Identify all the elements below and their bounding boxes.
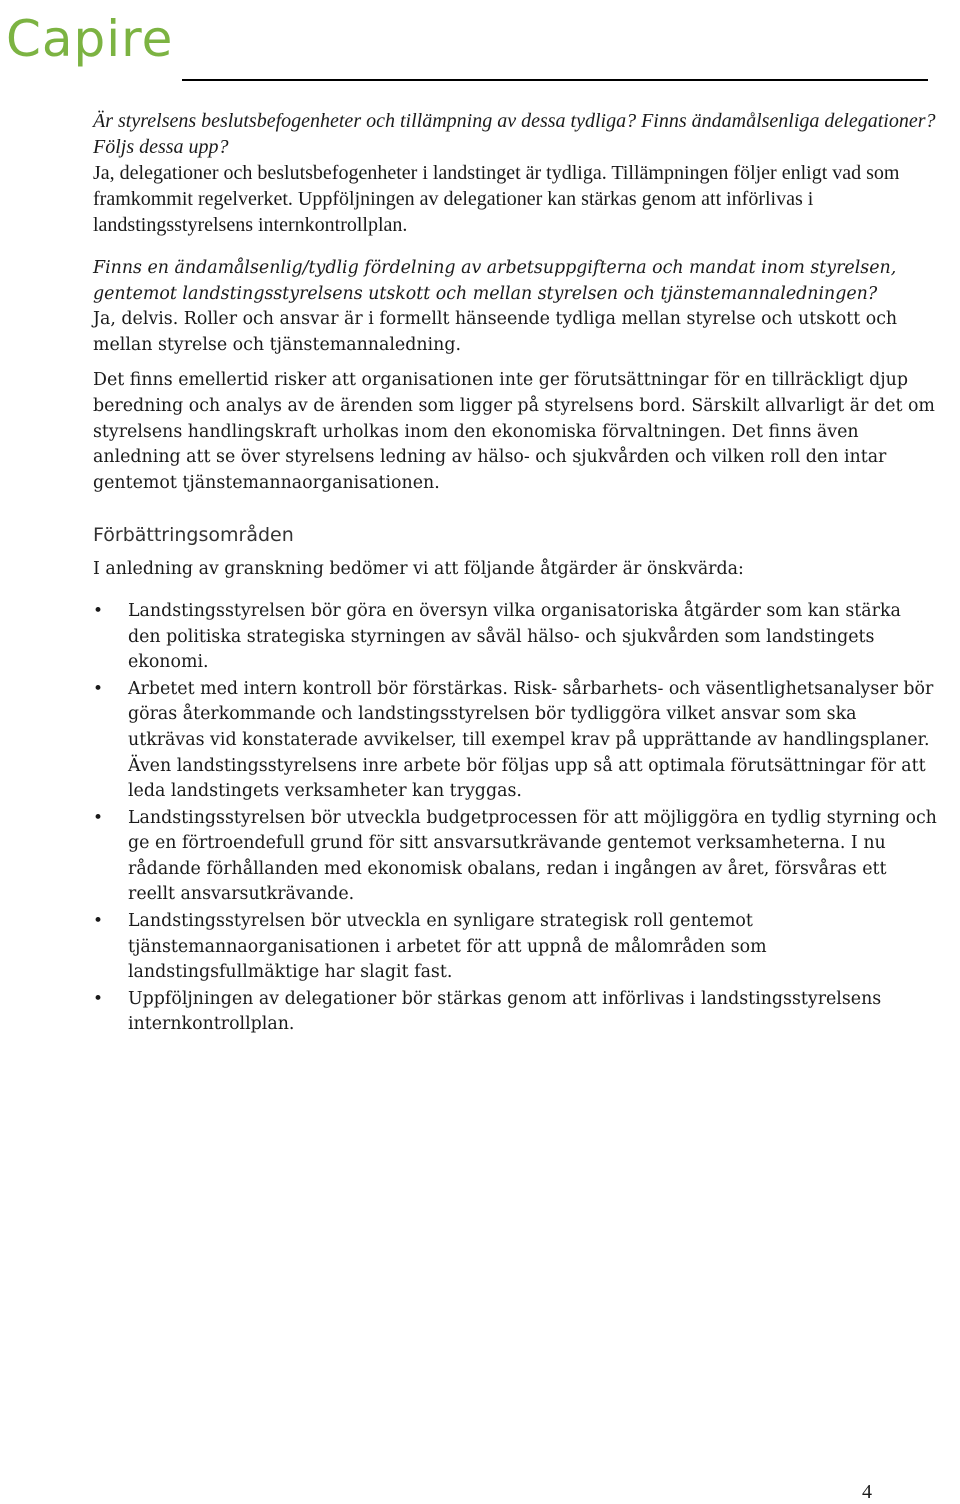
document-body — [93, 108, 938, 1039]
answer-division-of-tasks: Ja, delvis. Roller och ansvar är i formellt hänseende tydliga mellan styrelse och utskott och mellan styrelse och tjänstemannaledning. — [93, 309, 898, 355]
bullet-icon: • — [93, 911, 104, 932]
list-item — [93, 599, 938, 676]
bullet-icon: • — [93, 807, 104, 828]
list-item-text: Landstingsstyrelsen bör göra en översyn vilka organisatoriska åtgärder som kan stärka den politiska strategiska styrningen av såväl hälso- och sjukvården som landstingets ekonomi. — [128, 600, 901, 673]
list-item-text: Landstingsstyrelsen bör utveckla en synligare strategisk roll gentemot tjänstemannaorganisationen i arbetet för att uppnå de målområden som landstingsfullmäktige har slagit fast. — [128, 911, 767, 983]
bullet-icon: • — [93, 988, 104, 1009]
answer-delegations: Ja, delegationer och beslutsbefogenheter i landstinget är tydliga. Tillämpningen följer enligt vad som framkommit regelverket. Uppföljningen av delegationer kan stärkas genom att införlivas i landstingsstyrelsens internkontrollplan. — [93, 162, 900, 236]
section-heading-improvements: Förbättringsområden — [93, 524, 294, 547]
list-item — [93, 806, 938, 908]
risk-paragraph: Det finns emellertid risker att organisationen inte ger förutsättningar för en tillräckligt djup beredning och analys av de ärenden som ligger på styrelsens bord. Särskilt allvarligt är det om styrelsens handlingskraft urholkas inom den ekonomiska förvaltningen. Det finns även anledning att se över styrelsens ledning av hälso- och sjukvården och vilken roll den intar gentemot tjänstemannaorganisationen. — [93, 370, 935, 493]
list-item — [93, 987, 938, 1038]
page-number: 4 — [862, 1481, 872, 1503]
list-item-text: Arbetet med intern kontroll bör förstärkas. Risk- sårbarhets- och väsentlighetsanalyser bör göras återkommande och landstingsstyrelsen bör tydliggöra vilket ansvar som ska utkrävas vid konstaterade avvikelser, till exempel krav på upprättande av handlingsplaner. Även landstingsstyrelsens inre arbete bör följas upp så att optimala förutsättningar för att leda landstingets verksamheter kan tryggas. — [128, 678, 934, 802]
bullet-icon: • — [93, 678, 104, 699]
capire-logo: Capire — [6, 10, 174, 68]
list-item-text: Landstingsstyrelsen bör utveckla budgetprocessen för att möjliggöra en tydlig styrning och ge en förtroendefull grund för sitt ansvarsutkrävande gentemot verksamheterna. I nu rådande förhållanden med ekonomisk obalans, redan i ingången av året, försvåras ett reellt ansvarsutkrävande. — [128, 807, 937, 905]
improvements-intro: I anledning av granskning bedömer vi att följande åtgärder är önskvärda: — [93, 559, 744, 580]
recommendations-list — [93, 599, 938, 1038]
section-division-of-tasks — [93, 256, 938, 496]
header-rule — [182, 79, 928, 81]
list-item — [93, 909, 938, 986]
section-delegations — [93, 108, 938, 238]
bullet-icon: • — [93, 600, 104, 621]
question-delegations: Är styrelsens beslutsbefogenheter och tillämpning av dessa tydliga? Finns ändamålsenliga delegationer? Följs dessa upp? — [93, 110, 936, 158]
list-item-text: Uppföljningen av delegationer bör stärkas genom att införlivas i landstingsstyrelsens internkontrollplan. — [128, 988, 882, 1035]
question-division-of-tasks: Finns en ändamålsenlig/tydlig fördelning av arbetsuppgifterna och mandat inom styrelsen, gentemot landstingsstyrelsens utskott och mellan styrelsen och tjänstemannaledningen? — [93, 258, 897, 304]
list-item — [93, 677, 938, 805]
